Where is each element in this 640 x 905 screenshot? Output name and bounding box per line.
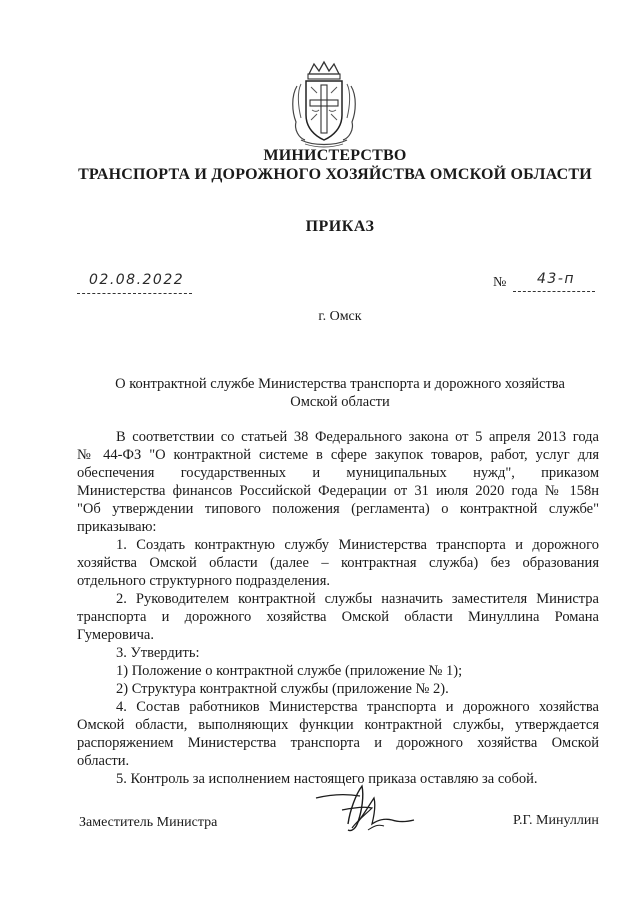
order-number-field <box>513 271 595 292</box>
body-line: Гумеровича. <box>77 627 154 643</box>
signatory-position: Заместитель Министра <box>79 815 218 830</box>
body-line: 1. Создать контрактную службу Министерства транспорта и дорожного <box>116 537 599 553</box>
order-number-label: № <box>493 275 507 290</box>
body-line: отдельного структурного подразделения. <box>77 573 330 589</box>
coat-of-arms-emblem <box>287 60 361 148</box>
handwritten-signature <box>312 780 417 840</box>
body-line: 5. Контроль за исполнением настоящего приказа оставляю за собой. <box>116 771 538 787</box>
order-subject-line-1: О контрактной службе Министерства транспорта и дорожного хозяйства <box>115 376 565 392</box>
body-line: "Об утверждении типового положения (регламента) о контрактной службе" <box>77 501 599 517</box>
ministry-name-line-1: МИНИСТЕРСТВО <box>263 147 407 164</box>
body-line: 2. Руководителем контрактной службы назначить заместителя Министра <box>116 591 599 607</box>
body-line: Омской области, выполняющих функции контрактной службы, утверждается <box>77 717 599 733</box>
body-line: области. <box>77 753 130 769</box>
body-line: транспорта и дорожного хозяйства Омской области Минуллина Романа <box>77 609 599 625</box>
body-line: хозяйства Омской области (далее – контрактная служба) без образования <box>77 555 599 571</box>
body-line: обеспечения государственных и муниципальных нужд", приказом <box>77 465 599 481</box>
body-line: 1) Положение о контрактной службе (приложение № 1); <box>116 663 463 679</box>
city-label: г. Омск <box>318 309 362 324</box>
body-line: В соответствии со статьей 38 Федерального закона от 5 апреля 2013 года <box>116 429 599 445</box>
order-subject-line-2: Омской области <box>290 394 390 410</box>
body-line: распоряжением Министерства транспорта и дорожного хозяйства Омской <box>77 735 599 751</box>
order-date-handwritten: 02.08.2022 <box>89 272 185 288</box>
body-line: № 44-ФЗ "О контрактной системе в сфере закупок товаров, работ, услуг для <box>77 447 599 463</box>
body-line: 3. Утвердить: <box>116 645 200 661</box>
ministry-name-line-2: ТРАНСПОРТА И ДОРОЖНОГО ХОЗЯЙСТВА ОМСКОЙ ОБЛАСТИ <box>78 166 592 183</box>
body-line: Министерства финансов Российской Федерации от 31 июля 2020 года № 158н <box>77 483 599 499</box>
signatory-name: Р.Г. Минуллин <box>513 813 599 828</box>
order-date-field <box>77 273 192 294</box>
body-line: 4. Состав работников Министерства транспорта и дорожного хозяйства <box>116 699 599 715</box>
body-line: приказываю: <box>77 519 157 535</box>
order-number-handwritten: 43-п <box>537 271 576 287</box>
body-line: 2) Структура контрактной службы (приложение № 2). <box>116 681 449 697</box>
document-type-title: ПРИКАЗ <box>305 218 375 235</box>
